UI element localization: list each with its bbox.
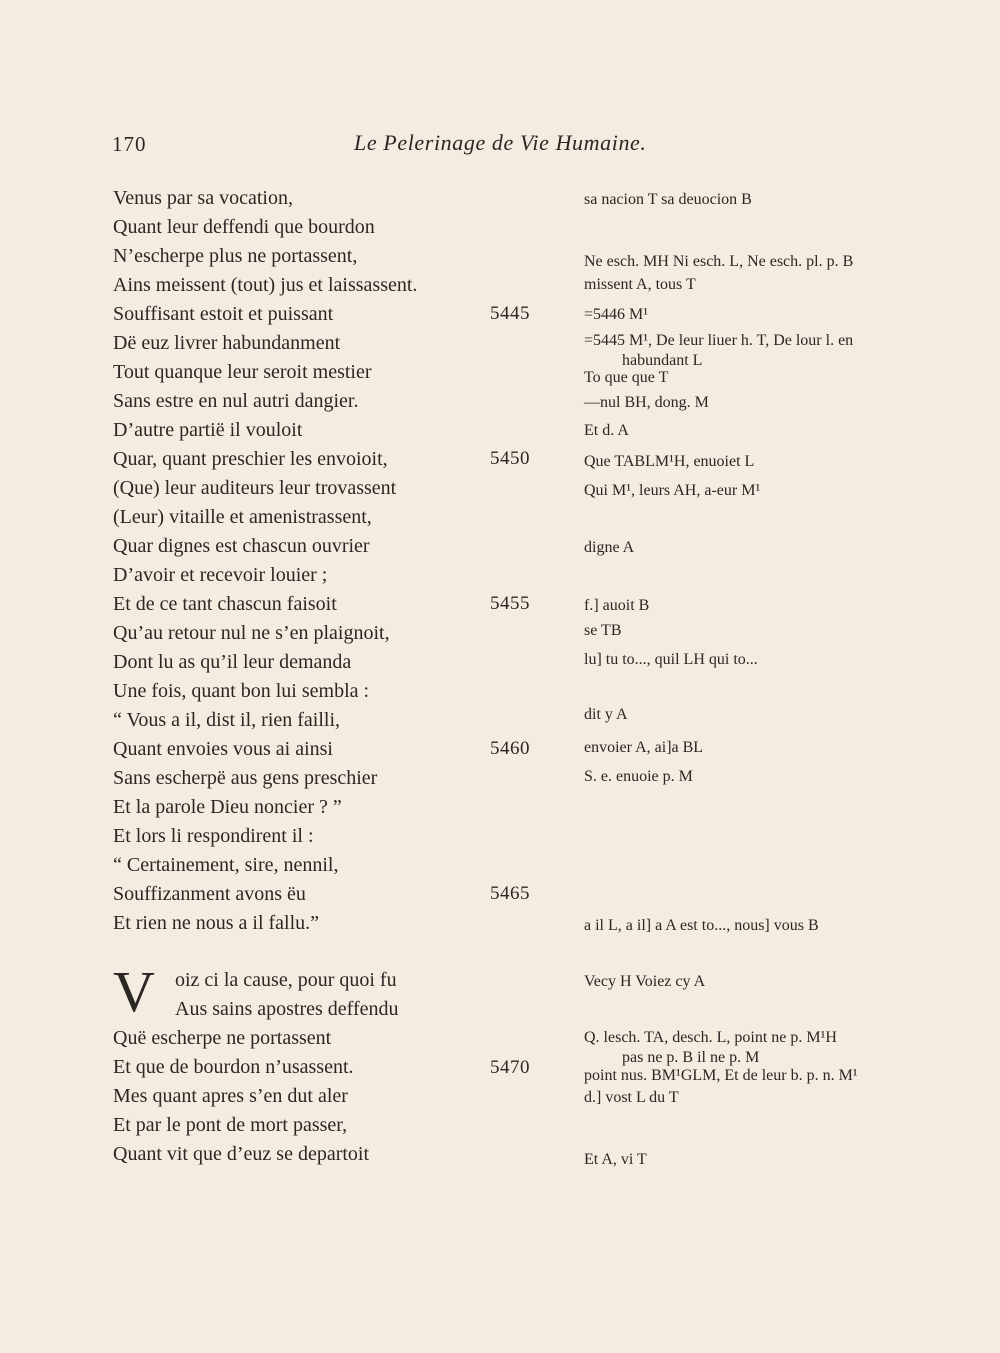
verse-line: Aus sains apostres deffendu bbox=[175, 998, 399, 1020]
verse-line: “ Vous a il, dist il, rien failli, bbox=[113, 709, 341, 731]
page-number: 170 bbox=[112, 132, 147, 156]
verse-line: Venus par sa vocation, bbox=[113, 187, 293, 209]
verse-line: Et que de bourdon n’usassent. bbox=[113, 1056, 354, 1078]
variant-note: =5446 M¹ bbox=[584, 306, 649, 323]
verse-line: “ Certainement, sire, nennil, bbox=[113, 854, 339, 876]
verse-line: Mes quant apres s’en dut aler bbox=[113, 1085, 348, 1107]
variant-note: envoier A, ai]a BL bbox=[584, 739, 704, 756]
verse-line: Souffisant estoit et puissant bbox=[113, 303, 334, 325]
verse-line: Souffizanment avons ëu bbox=[113, 883, 306, 905]
verse-block bbox=[113, 184, 417, 938]
variant-note: missent A, tous T bbox=[584, 276, 696, 293]
variant-note: Et A, vi T bbox=[584, 1151, 647, 1168]
second-stanza bbox=[113, 966, 398, 1169]
verse-line: Ains meissent (tout) jus et laissassent. bbox=[113, 274, 418, 296]
line-number: 5460 bbox=[490, 738, 530, 759]
verse-line: D’autre partië il vouloit bbox=[113, 419, 303, 441]
verse-line: Quant leur deffendi que bourdon bbox=[113, 216, 375, 238]
verse-line: Et la parole Dieu noncier ? ” bbox=[113, 796, 342, 818]
variant-note: digne A bbox=[584, 539, 635, 556]
line-number: 5445 bbox=[490, 303, 530, 324]
verse-line: Sans estre en nul autri dangier. bbox=[113, 390, 359, 412]
verse-line: N’escherpe plus ne portassent, bbox=[113, 245, 358, 267]
variant-note: Q. lesch. TA, desch. L, point ne p. M¹H pas ne p. B il ne p. M bbox=[584, 1029, 837, 1066]
running-title: Le Pelerinage de Vie Humaine. bbox=[354, 130, 647, 155]
variant-note: a il L, a il] a A est to..., nous] vous B bbox=[584, 917, 819, 934]
verse-line: Quar, quant preschier les envoioit, bbox=[113, 448, 388, 470]
line-number: 5465 bbox=[490, 883, 530, 904]
verse-line: Quant vit que d’euz se departoit bbox=[113, 1143, 370, 1165]
verse-line: D’avoir et recevoir louier ; bbox=[113, 564, 328, 586]
line-number: 5470 bbox=[490, 1057, 530, 1078]
variant-note: Vecy H Voiez cy A bbox=[584, 973, 706, 990]
verse-line: Tout quanque leur seroit mestier bbox=[113, 361, 372, 383]
variant-note: sa nacion T sa deuocion B bbox=[584, 191, 752, 208]
variant-note: =5445 M¹, De leur liuer h. T, De lour l. en habundant L bbox=[584, 332, 854, 369]
variant-note: se TB bbox=[584, 622, 622, 639]
verse-line: (Leur) vitaille et amenistrassent, bbox=[113, 506, 372, 528]
verse-line: Dë euz livrer habundanment bbox=[113, 332, 341, 354]
variant-note: f.] auoit B bbox=[584, 597, 650, 614]
variant-note: S. e. enuoie p. M bbox=[584, 768, 693, 785]
verse-line: oiz ci la cause, pour quoi fu bbox=[175, 969, 397, 991]
line-number: 5450 bbox=[490, 448, 530, 469]
verse-line: Quar dignes est chascun ouvrier bbox=[113, 535, 370, 557]
variant-note: Qui M¹, leurs AH, a-eur M¹ bbox=[584, 482, 761, 499]
variant-note: d.] vost L du T bbox=[584, 1089, 679, 1106]
variant-note: Et d. A bbox=[584, 422, 629, 439]
verse-line: Et rien ne nous a il fallu.” bbox=[113, 912, 320, 934]
variant-note: —nul BH, dong. M bbox=[584, 394, 709, 411]
verse-line: Qu’au retour nul ne s’en plaignoit, bbox=[113, 622, 390, 644]
verse-line: Et de ce tant chascun faisoit bbox=[113, 593, 337, 615]
verse-line: Quë escherpe ne portassent bbox=[113, 1027, 332, 1049]
verse-line: Et lors li respondirent il : bbox=[113, 825, 314, 847]
variant-note: To que que T bbox=[584, 369, 669, 386]
verse-line: Une fois, quant bon lui sembla : bbox=[113, 680, 370, 702]
verse-line: Quant envoies vous ai ainsi bbox=[113, 738, 333, 760]
variant-note: Que TABLM¹H, enuoiet L bbox=[584, 453, 755, 470]
variant-note: Ne esch. MH Ni esch. L, Ne esch. pl. p. B bbox=[584, 253, 854, 270]
drop-cap: V bbox=[113, 959, 155, 1024]
variant-note: point nus. BM¹GLM, Et de leur b. p. n. M¹ bbox=[584, 1067, 858, 1084]
line-number: 5455 bbox=[490, 593, 530, 614]
verse-line: Et par le pont de mort passer, bbox=[113, 1114, 348, 1136]
variant-note: dit y A bbox=[584, 706, 628, 723]
verse-line: Sans escherpë aus gens preschier bbox=[113, 767, 378, 789]
verse-line: Dont lu as qu’il leur demanda bbox=[113, 651, 352, 673]
variant-note: lu] tu to..., quil LH qui to... bbox=[584, 651, 758, 668]
verse-line: (Que) leur auditeurs leur trovassent bbox=[113, 477, 397, 499]
